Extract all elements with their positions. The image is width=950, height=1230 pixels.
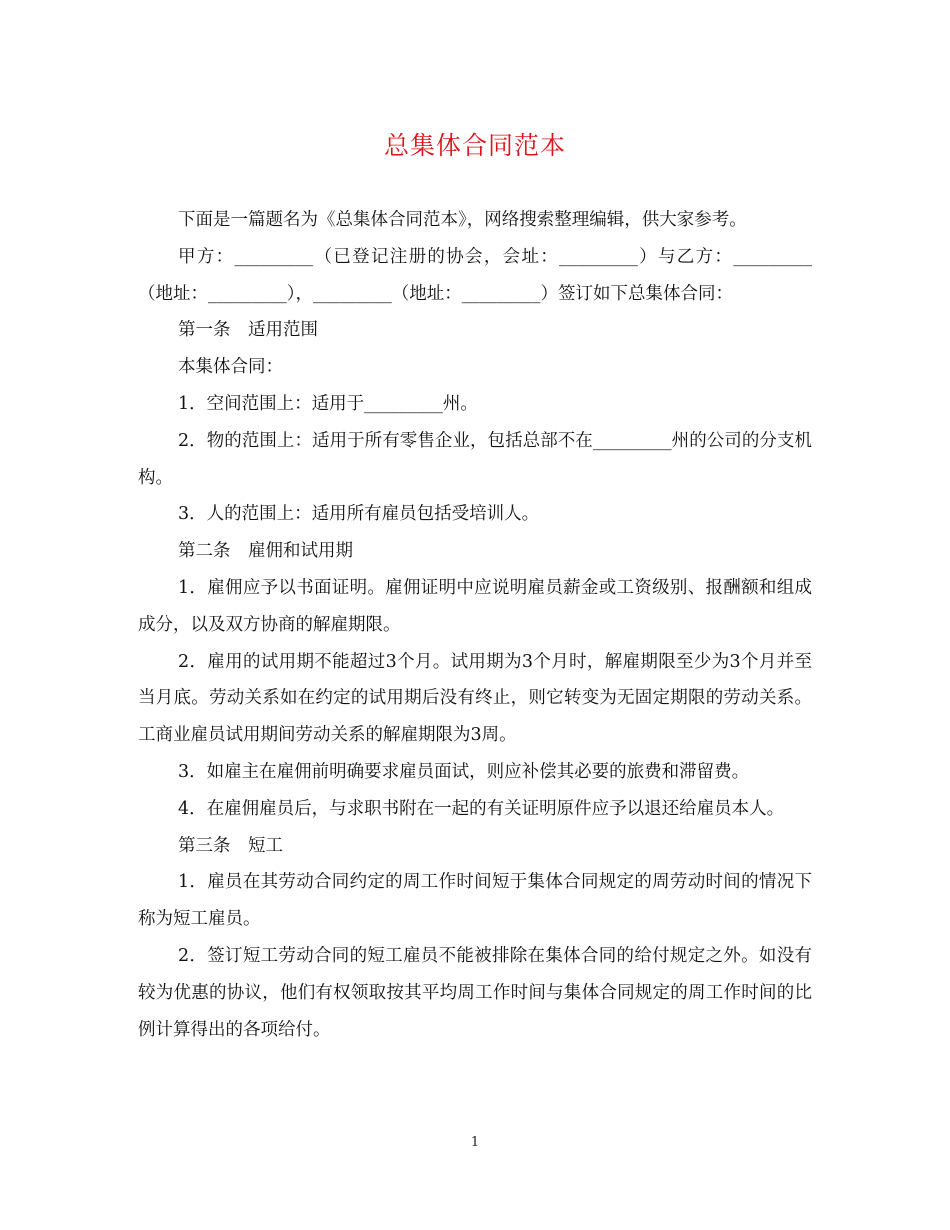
article-2-clause-2: 2．雇用的试用期不能超过3个月。试用期为3个月时，解雇期限至少为3个月并至当月底。劳动关系如在约定的试用期后没有终止，则它转变为无固定期限的劳动关系。工商业雇员试用期间劳动关系的解雇期限为3周。 <box>138 651 812 746</box>
article-2-clause-4: 4．在雇佣雇员后，与求职书附在一起的有关证明原件应予以退还给雇员本人。 <box>178 798 785 819</box>
intro-paragraph: 下面是一篇题名为《总集体合同范本》，网络搜索整理编辑，供大家参考。 <box>178 210 747 230</box>
article-1-clause-1: 1．空间范围上：适用于_________州。 <box>178 393 478 414</box>
document-body <box>138 202 812 1048</box>
article-2-clause-3: 3．如雇主在雇佣前明确要求雇员面试，则应补偿其必要的旅费和滞留费。 <box>178 761 750 782</box>
article-2-clause-1: 1．雇佣应予以书面证明。雇佣证明中应说明雇员薪金或工资级别、报酬额和组成成分，以及双方协商的解雇期限。 <box>138 577 812 635</box>
document-title: 总集体合同范本 <box>383 131 566 160</box>
article-1-intro: 本集体合同： <box>178 357 283 378</box>
article-1-clause-3: 3．人的范围上：适用所有雇员包括受培训人。 <box>178 504 540 525</box>
article-3-clause-1: 1．雇员在其劳动合同约定的周工作时间短于集体合同规定的周劳动时间的情况下称为短工雇员。 <box>138 872 812 930</box>
article-3-heading: 第三条 短工 <box>178 835 283 856</box>
article-1-heading: 第一条 适用范围 <box>178 320 318 341</box>
article-3-clause-2: 2．签订短工劳动合同的短工雇员不能被排除在集体合同的给付规定之外。如没有较为优惠的协议，他们有权领取按其平均周工作时间与集体合同规定的周工作时间的比例计算得出的各项给付。 <box>138 945 812 1040</box>
article-1-clause-2: 2．物的范围上：适用于所有零售企业，包括总部不在_________州的公司的分支机构。 <box>138 430 812 488</box>
article-2-heading: 第二条 雇佣和试用期 <box>178 541 353 562</box>
parties-paragraph: 甲方：_________（已登记注册的协会，会址：_________）与乙方：_________（地址：_________），_________（地址：_________）签订如下总集体合同： <box>138 246 812 304</box>
page-number: 1 <box>470 1135 480 1150</box>
